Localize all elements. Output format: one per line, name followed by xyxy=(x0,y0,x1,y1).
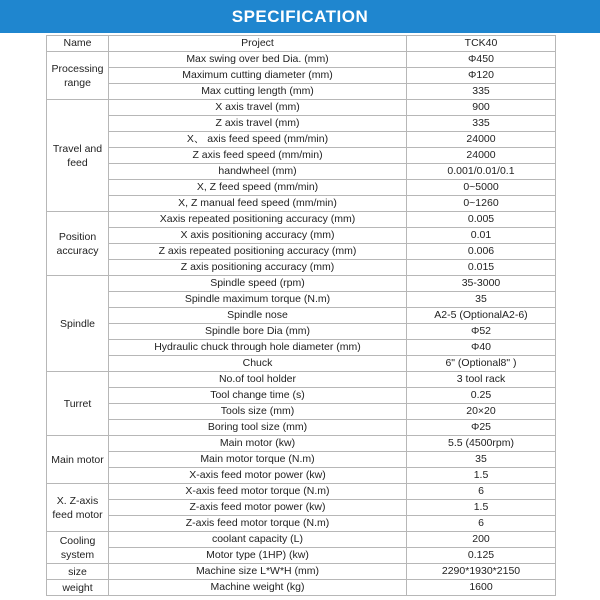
value-cell: 5.5 (4500rpm) xyxy=(407,436,556,452)
value-cell: 2290*1930*2150 xyxy=(407,564,556,580)
group-name-cell: weight xyxy=(47,580,109,596)
project-cell: Machine size L*W*H (mm) xyxy=(109,564,407,580)
project-cell: Z-axis feed motor power (kw) xyxy=(109,500,407,516)
table-row xyxy=(47,308,556,324)
value-cell: 1.5 xyxy=(407,468,556,484)
project-cell: Spindle nose xyxy=(109,308,407,324)
table-row xyxy=(47,564,556,580)
table-row xyxy=(47,260,556,276)
value-cell: 0.125 xyxy=(407,548,556,564)
value-cell: Φ40 xyxy=(407,340,556,356)
table-row xyxy=(47,148,556,164)
value-cell: 6 xyxy=(407,516,556,532)
table-row xyxy=(47,356,556,372)
project-cell: Chuck xyxy=(109,356,407,372)
table-row xyxy=(47,292,556,308)
table-row xyxy=(47,228,556,244)
value-cell: 0.005 xyxy=(407,212,556,228)
table-row xyxy=(47,116,556,132)
value-cell: 0.25 xyxy=(407,388,556,404)
table-row xyxy=(47,484,556,500)
value-cell: 35 xyxy=(407,452,556,468)
table-row xyxy=(47,180,556,196)
value-cell: 20×20 xyxy=(407,404,556,420)
project-cell: Machine weight (kg) xyxy=(109,580,407,596)
project-cell: Maximum cutting diameter (mm) xyxy=(109,68,407,84)
table-row xyxy=(47,276,556,292)
group-name-cell: Processing range xyxy=(47,52,109,100)
header-row xyxy=(47,36,556,52)
project-cell: Main motor torque (N.m) xyxy=(109,452,407,468)
value-cell: 0~5000 xyxy=(407,180,556,196)
value-cell: 900 xyxy=(407,100,556,116)
project-cell: X-axis feed motor power (kw) xyxy=(109,468,407,484)
header-value-cell: TCK40 xyxy=(407,36,556,52)
group-name-cell: Travel and feed xyxy=(47,100,109,212)
project-cell: Z axis feed speed (mm/min) xyxy=(109,148,407,164)
table-row xyxy=(47,500,556,516)
table-row xyxy=(47,84,556,100)
table-row xyxy=(47,452,556,468)
value-cell: 35 xyxy=(407,292,556,308)
project-cell: No.of tool holder xyxy=(109,372,407,388)
project-cell: Xaxis repeated positioning accuracy (mm) xyxy=(109,212,407,228)
project-cell: Max swing over bed Dia. (mm) xyxy=(109,52,407,68)
project-cell: X, Z manual feed speed (mm/min) xyxy=(109,196,407,212)
table-row xyxy=(47,52,556,68)
value-cell: Φ25 xyxy=(407,420,556,436)
table-row xyxy=(47,404,556,420)
value-cell: 6 xyxy=(407,484,556,500)
project-cell: Spindle bore Dia (mm) xyxy=(109,324,407,340)
value-cell: 3 tool rack xyxy=(407,372,556,388)
project-cell: Hydraulic chuck through hole diameter (mm) xyxy=(109,340,407,356)
table-row xyxy=(47,420,556,436)
table-row xyxy=(47,340,556,356)
value-cell: 0.01 xyxy=(407,228,556,244)
title-banner xyxy=(0,0,600,33)
value-cell: 200 xyxy=(407,532,556,548)
value-cell: 335 xyxy=(407,116,556,132)
project-cell: Z axis travel (mm) xyxy=(109,116,407,132)
group-name-cell: Spindle xyxy=(47,276,109,372)
project-cell: Spindle speed (rpm) xyxy=(109,276,407,292)
table-row xyxy=(47,388,556,404)
table-row xyxy=(47,580,556,596)
group-name-cell: Main motor xyxy=(47,436,109,484)
header-name-cell: Name xyxy=(47,36,109,52)
project-cell: coolant capacity (L) xyxy=(109,532,407,548)
header-project-cell: Project xyxy=(109,36,407,52)
project-cell: Z axis repeated positioning accuracy (mm) xyxy=(109,244,407,260)
table-row xyxy=(47,516,556,532)
project-cell: Main motor (kw) xyxy=(109,436,407,452)
table-row xyxy=(47,548,556,564)
value-cell: 24000 xyxy=(407,148,556,164)
page-title: SPECIFICATION xyxy=(231,6,369,26)
value-cell: 0~1260 xyxy=(407,196,556,212)
group-name-cell: Position accuracy xyxy=(47,212,109,276)
value-cell: 6" (Optional8" ) xyxy=(407,356,556,372)
project-cell: X axis travel (mm) xyxy=(109,100,407,116)
project-cell: X, Z feed speed (mm/min) xyxy=(109,180,407,196)
table-row xyxy=(47,212,556,228)
table-row xyxy=(47,532,556,548)
project-cell: X、 axis feed speed (mm/min) xyxy=(109,132,407,148)
project-cell: Tools size (mm) xyxy=(109,404,407,420)
value-cell: 1600 xyxy=(407,580,556,596)
value-cell: 24000 xyxy=(407,132,556,148)
value-cell: Φ120 xyxy=(407,68,556,84)
table-row xyxy=(47,436,556,452)
value-cell: Φ450 xyxy=(407,52,556,68)
table-row xyxy=(47,324,556,340)
table-row xyxy=(47,132,556,148)
group-name-cell: Turret xyxy=(47,372,109,436)
value-cell: 35-3000 xyxy=(407,276,556,292)
project-cell: X axis positioning accuracy (mm) xyxy=(109,228,407,244)
project-cell: Motor type (1HP) (kw) xyxy=(109,548,407,564)
table-row xyxy=(47,468,556,484)
table-row xyxy=(47,196,556,212)
project-cell: handwheel (mm) xyxy=(109,164,407,180)
group-name-cell: Cooling system xyxy=(47,532,109,564)
project-cell: Boring tool size (mm) xyxy=(109,420,407,436)
group-name-cell: size xyxy=(47,564,109,580)
project-cell: X-axis feed motor torque (N.m) xyxy=(109,484,407,500)
project-cell: Tool change time (s) xyxy=(109,388,407,404)
value-cell: 1.5 xyxy=(407,500,556,516)
project-cell: Max cutting length (mm) xyxy=(109,84,407,100)
table-row xyxy=(47,164,556,180)
value-cell: A2-5 (OptionalA2-6) xyxy=(407,308,556,324)
value-cell: 335 xyxy=(407,84,556,100)
table-row xyxy=(47,68,556,84)
table-row xyxy=(47,100,556,116)
value-cell: 0.015 xyxy=(407,260,556,276)
specification-table xyxy=(46,35,556,596)
group-name-cell: X. Z-axis feed motor xyxy=(47,484,109,532)
table-row xyxy=(47,372,556,388)
value-cell: 0.001/0.01/0.1 xyxy=(407,164,556,180)
project-cell: Spindle maximum torque (N.m) xyxy=(109,292,407,308)
project-cell: Z axis positioning accuracy (mm) xyxy=(109,260,407,276)
project-cell: Z-axis feed motor torque (N.m) xyxy=(109,516,407,532)
value-cell: Φ52 xyxy=(407,324,556,340)
value-cell: 0.006 xyxy=(407,244,556,260)
table-row xyxy=(47,244,556,260)
